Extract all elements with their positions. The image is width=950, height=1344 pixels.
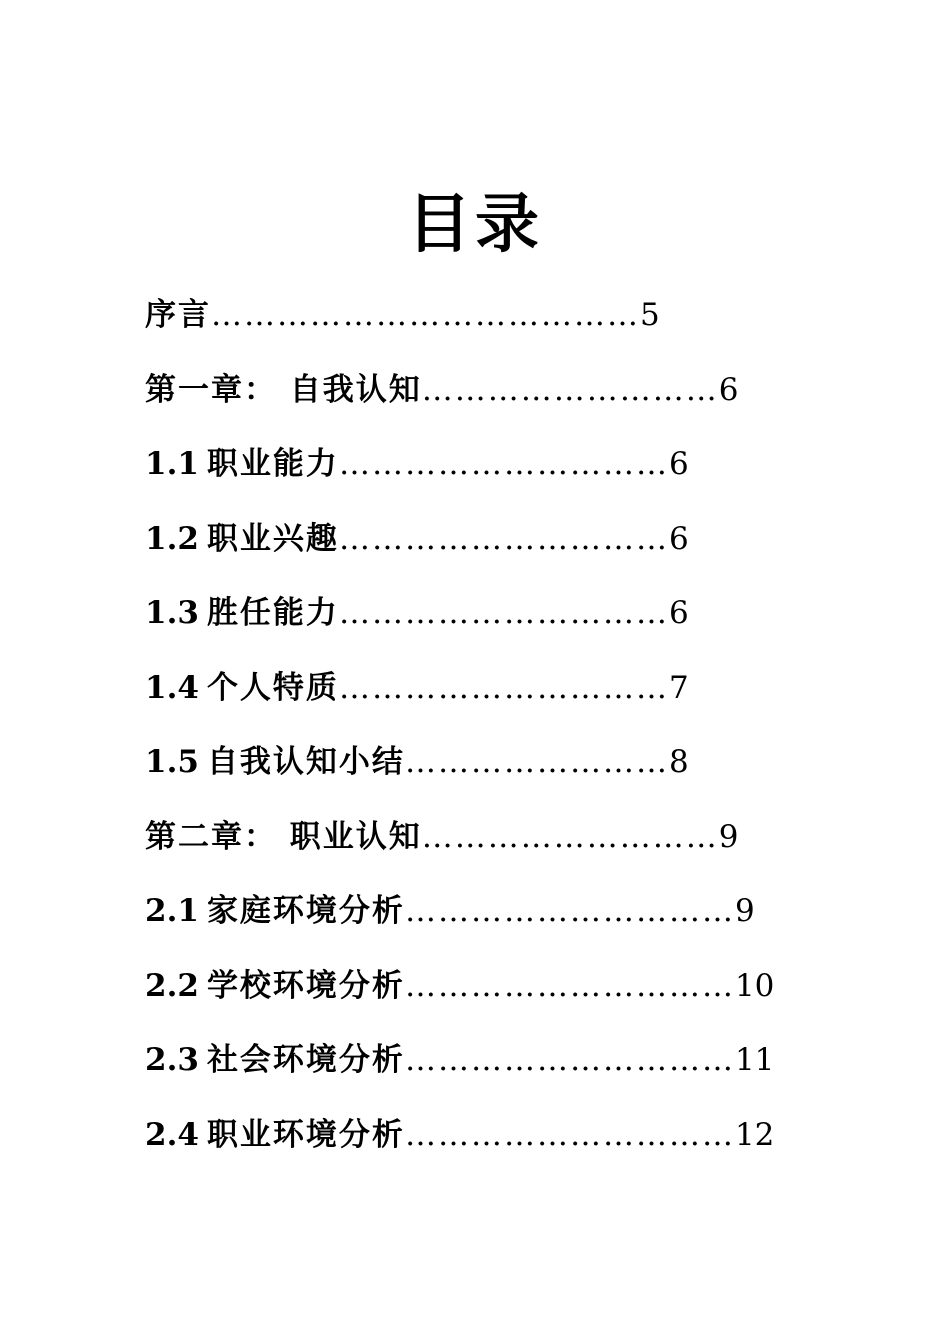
- toc-page-number: 10: [734, 967, 775, 1004]
- toc-leader-dots: …………………………: [404, 967, 735, 1004]
- toc-entry-label: 自我认知小结: [206, 744, 405, 780]
- toc-entry-2-2[interactable]: [145, 949, 845, 1024]
- toc-entry-label: 第一章： 自我认知: [145, 371, 422, 408]
- toc-section-number: 1.3: [145, 595, 199, 631]
- toc-entry-2-1[interactable]: [145, 874, 845, 949]
- toc-leader-dots: …………………………………: [211, 297, 640, 333]
- toc-entry-1-2[interactable]: [145, 502, 845, 577]
- toc-leader-dots: ………………………: [421, 371, 719, 408]
- toc-leader-dots: ……………………: [404, 744, 669, 780]
- toc-page-number: 6: [668, 520, 689, 557]
- toc-leader-dots: …………………………: [338, 520, 669, 557]
- table-of-contents: [145, 278, 845, 1172]
- toc-entry-2-4[interactable]: [145, 1098, 845, 1173]
- toc-section-number: 1.2: [145, 520, 199, 557]
- toc-entry-2-3[interactable]: [145, 1023, 845, 1098]
- toc-section-number: 1.5: [145, 744, 199, 780]
- toc-section-number: 2.1: [145, 893, 199, 929]
- toc-entry-label: 职业环境分析: [206, 1116, 405, 1153]
- toc-section-number: 1.4: [145, 669, 199, 706]
- toc-page-number: 7: [668, 669, 689, 706]
- toc-entry-label: 社会环境分析: [206, 1042, 405, 1078]
- toc-leader-dots: …………………………: [404, 1042, 735, 1078]
- toc-leader-dots: …………………………: [338, 669, 669, 706]
- toc-page-number: 8: [668, 744, 689, 780]
- toc-page-number: 6: [668, 446, 689, 482]
- toc-section-number: 1.1: [145, 446, 199, 482]
- toc-entry-1-3[interactable]: [145, 576, 845, 651]
- toc-leader-dots: …………………………: [338, 595, 669, 631]
- toc-entry-preface[interactable]: [145, 278, 845, 353]
- toc-leader-dots: ………………………: [421, 818, 719, 855]
- toc-entry-label: 职业兴趣: [206, 520, 339, 557]
- toc-entry-1-5[interactable]: [145, 725, 845, 800]
- toc-page-number: 9: [734, 893, 755, 929]
- toc-section-number: 2.3: [145, 1042, 199, 1078]
- page-title: 目录: [407, 187, 543, 262]
- toc-page-number: 9: [718, 818, 739, 855]
- toc-page-number: 6: [718, 371, 739, 408]
- toc-entry-label: 第二章： 职业认知: [145, 818, 422, 855]
- toc-page-number: 6: [668, 595, 689, 631]
- toc-page-number: 12: [734, 1116, 775, 1153]
- toc-entry-label: 序言: [145, 297, 211, 333]
- toc-entry-chapter-2[interactable]: [145, 800, 845, 875]
- toc-entry-label: 学校环境分析: [206, 967, 405, 1004]
- toc-section-number: 2.4: [145, 1116, 199, 1153]
- toc-entry-1-1[interactable]: [145, 427, 845, 502]
- toc-entry-label: 个人特质: [206, 669, 339, 706]
- toc-page-number: 5: [640, 297, 660, 333]
- toc-entry-label: 胜任能力: [206, 595, 339, 631]
- toc-entry-label: 家庭环境分析: [206, 893, 405, 929]
- toc-leader-dots: …………………………: [404, 893, 735, 929]
- toc-entry-1-4[interactable]: [145, 651, 845, 726]
- toc-entry-chapter-1[interactable]: [145, 353, 845, 428]
- toc-leader-dots: …………………………: [404, 1116, 735, 1153]
- toc-page-number: 11: [734, 1042, 775, 1078]
- toc-entry-label: 职业能力: [206, 446, 339, 482]
- toc-leader-dots: …………………………: [338, 446, 669, 482]
- toc-section-number: 2.2: [145, 967, 199, 1004]
